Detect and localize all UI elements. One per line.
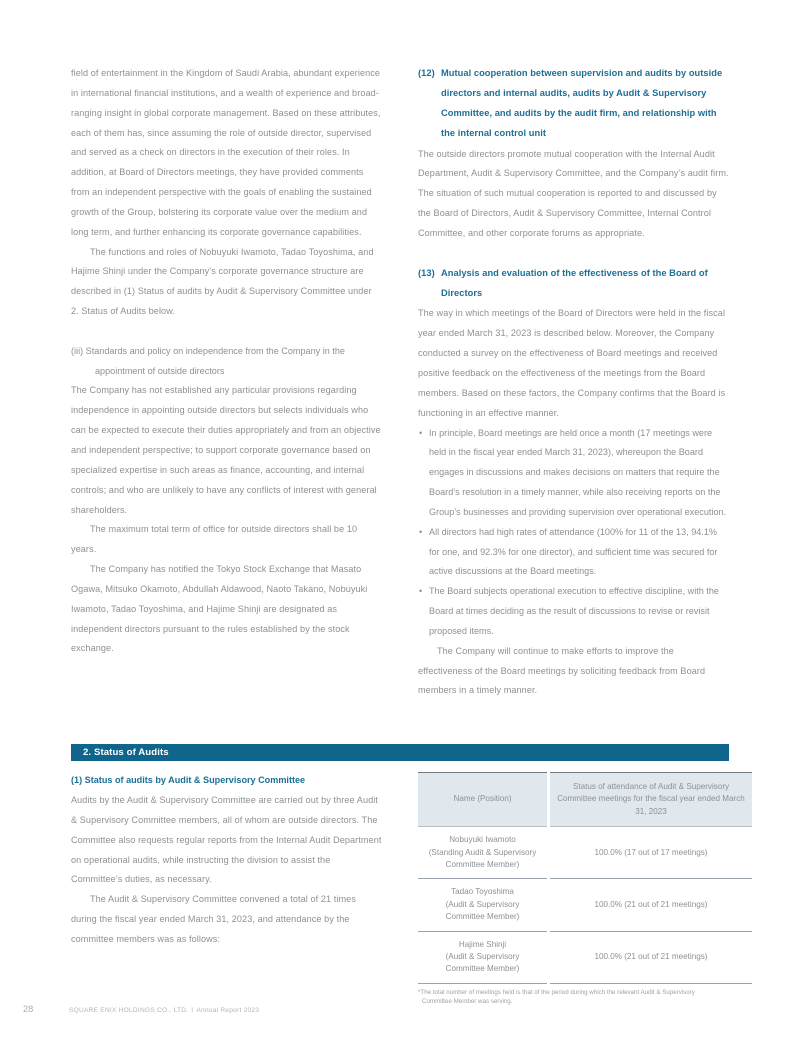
paragraph-independent-directors: The Company has notified the Tokyo Stock Exchange that Masato Ogawa, Mitsuko Okamoto, Abdullah Aldawood, Naoto Takano, Nobuyuki Iwamoto, Tadao Toyoshima, and Hajime Shinji are designated as independent directors pursuant to the rules established by the stock exchange. xyxy=(71,564,368,654)
audits-section xyxy=(71,772,745,1007)
page-footer xyxy=(0,1003,800,1023)
cell-name-position xyxy=(418,827,549,879)
audits-table-column xyxy=(418,772,745,1007)
cell-name-position xyxy=(418,931,549,983)
member-name: Tadao Toyoshima xyxy=(451,887,514,897)
heading-13-number: (13) xyxy=(418,267,435,278)
left-column xyxy=(71,64,382,701)
section-banner-status-of-audits xyxy=(71,744,729,761)
paragraph-closing-effectiveness: The Company will continue to make efforts to improve the effectiveness of the Board meetings by soliciting feedback from Board members in a timely manner. xyxy=(418,645,706,696)
paragraph-12-body: The outside directors promote mutual cooperation with the Internal Audit Department, Audit & Supervisory Committee, and the Company’s audit firm. The situation of such mutual cooperation is reported to and discussed by the Board of Directors, Audit & Supervisory Committee, Internal Control Committee, and other corporate forums as appropriate. xyxy=(418,148,729,238)
subheading-iii-independence xyxy=(71,342,382,382)
footer-separator: I xyxy=(191,1006,194,1014)
footer-imprint xyxy=(69,1007,259,1014)
list-item xyxy=(418,523,729,583)
member-position-line-2: Committee Member) xyxy=(445,964,520,974)
member-position-line-1: (Audit & Supervisory xyxy=(445,899,520,909)
attendance-table xyxy=(418,772,752,984)
bullet-icon: • xyxy=(419,586,423,597)
spacer xyxy=(418,244,729,264)
bullet-icon: • xyxy=(419,526,423,537)
heading-12-number: (12) xyxy=(418,68,435,78)
attendance-table-body xyxy=(418,827,752,984)
table-footnote-line-2: Committee Member was serving. xyxy=(422,998,513,1006)
board-effectiveness-bullet-list xyxy=(418,424,729,642)
list-item-text: The Board subjects operational execution to effective discipline, with the Board at times deciding as the result of discussions to revise or revisit proposed items. xyxy=(429,586,719,636)
subheading-line-2: appointment of outside directors xyxy=(95,365,225,376)
cell-attendance: 100.0% (21 out of 21 meetings) xyxy=(549,931,753,983)
heading-12-text: Mutual cooperation between supervision and audits by outside directors and internal audits, audits by Audit & Supervisory Committee, and audits by the audit firm, and relationship with the internal control unit xyxy=(441,68,723,138)
paragraph-independence-policy: The Company has not established any particular provisions regarding independence in appointing outside directors but selects individuals who can be expected to execute their duties appropriately and from an objective and independent perspective; to support corporate governance based on specialized expertise in such areas as finance, accounting, and internal controls; and who are unlikely to have any conflicts of interest with general shareholders. xyxy=(71,385,381,515)
cell-attendance: 100.0% (21 out of 21 meetings) xyxy=(549,879,753,931)
cell-name-position xyxy=(418,879,549,931)
table-row xyxy=(418,879,752,931)
member-position-line-1: (Standing Audit & Supervisory xyxy=(428,847,537,857)
member-position-line-2: Committee Member) xyxy=(445,912,520,922)
table-row xyxy=(418,931,752,983)
table-row xyxy=(418,827,752,879)
paragraph-audits-overview: Audits by the Audit & Supervisory Committee are carried out by three Audit & Supervisory Committee members, all of whom are outside directors. The Committee also requests regular reports from the Internal Audit Department on operational audits, while instructing the division to assist the Committee’s duties, as necessary. xyxy=(71,795,382,885)
spacer xyxy=(71,322,382,342)
footer-report: Annual Report 2023 xyxy=(196,1006,260,1014)
column-header-name-position: Name (Position) xyxy=(418,773,549,827)
footer-company: SQUARE ENIX HOLDINGS CO., LTD. xyxy=(69,1006,189,1014)
list-item xyxy=(418,424,729,523)
attendance-table-head xyxy=(418,773,752,827)
paragraph-max-term: The maximum total term of office for outside directors shall be 10 years. xyxy=(71,524,358,555)
page-number: 28 xyxy=(23,1004,34,1014)
body-columns xyxy=(71,64,729,701)
subheading-line-1: (iii) Standards and policy on independence from the Company in the xyxy=(71,345,345,356)
heading-1-status-of-audits: (1) Status of audits by Audit & Supervisory Committee xyxy=(71,775,306,785)
section-banner-label: 2. Status of Audits xyxy=(83,747,169,758)
column-header-attendance-status: Status of attendance of Audit & Supervisory Committee meetings for the fiscal year ended March 31, 2023 xyxy=(549,773,753,827)
list-item-text: In principle, Board meetings are held once a month (17 meetings were held in the fiscal year ended March 31, 2023), whereupon the Board engages in discussions and makes decisions on matters that require the Board’s resolution in a timely manner, while also receiving reports on the Group’s businesses and providing supervision over operational execution. xyxy=(429,427,727,517)
paragraph-audits-convened: The Audit & Supervisory Committee convened a total of 21 times during the fiscal year ended March 31, 2023, and attendance by the committee members was as follows: xyxy=(71,894,356,944)
audits-text-column xyxy=(71,772,382,1007)
right-column xyxy=(418,64,729,701)
member-position-line-2: Committee Member) xyxy=(445,860,520,870)
cell-attendance: 100.0% (17 out of 17 meetings) xyxy=(549,827,753,879)
heading-12-mutual-cooperation xyxy=(418,64,729,144)
heading-13-board-effectiveness xyxy=(418,264,729,304)
list-item xyxy=(418,582,729,642)
heading-13-text: Analysis and evaluation of the effectiveness of the Board of Directors xyxy=(441,267,708,298)
member-position-line-1: (Audit & Supervisory xyxy=(445,952,520,962)
list-item-text: All directors had high rates of attendance (100% for 11 of the 13, 94.1% for one, and 92.3% for one director), and sufficient time was secured for active discussions at the Board meetings. xyxy=(429,526,718,577)
paragraph-13-body: The way in which meetings of the Board of Directors were held in the fiscal year ended March 31, 2023 is described below. Moreover, the Company conducted a survey on the effectiveness of Board meetings and received positive feedback on the effectiveness of the meetings from the Board members. Based on these factors, the Company confirms that the Board is functioning in an effective manner. xyxy=(418,308,726,418)
paragraph-functions-roles: The functions and roles of Nobuyuki Iwamoto, Tadao Toyoshima, and Hajime Shinji under the Company’s corporate governance structure are described in (1) Status of audits by Audit & Supervisory Committee under 2. Status of Audits below. xyxy=(71,246,374,317)
member-name: Nobuyuki Iwamoto xyxy=(449,835,516,845)
paragraph-continuation: field of entertainment in the Kingdom of Saudi Arabia, abundant experience in international financial institutions, and a wealth of experience and broad-ranging insight in global corporate management. Based on these attributes, each of them has, since assuming the role of outside director, supervised and served as a check on directors in the execution of their roles. In addition, at Board of Directors meetings, they have provided comments from an independent perspective with the goals of enabling the sustained growth of the Group, bolstering its corporate value over the medium and long term, and further enhancing its corporate governance capabilities. xyxy=(71,68,381,237)
bullet-icon: • xyxy=(419,427,423,438)
table-header-row xyxy=(418,773,752,827)
table-footnote-line-1: *The total number of meetings held is that of the period during which the relevant Audit & Supervisory xyxy=(418,988,695,996)
member-name: Hajime Shinji xyxy=(458,939,507,949)
